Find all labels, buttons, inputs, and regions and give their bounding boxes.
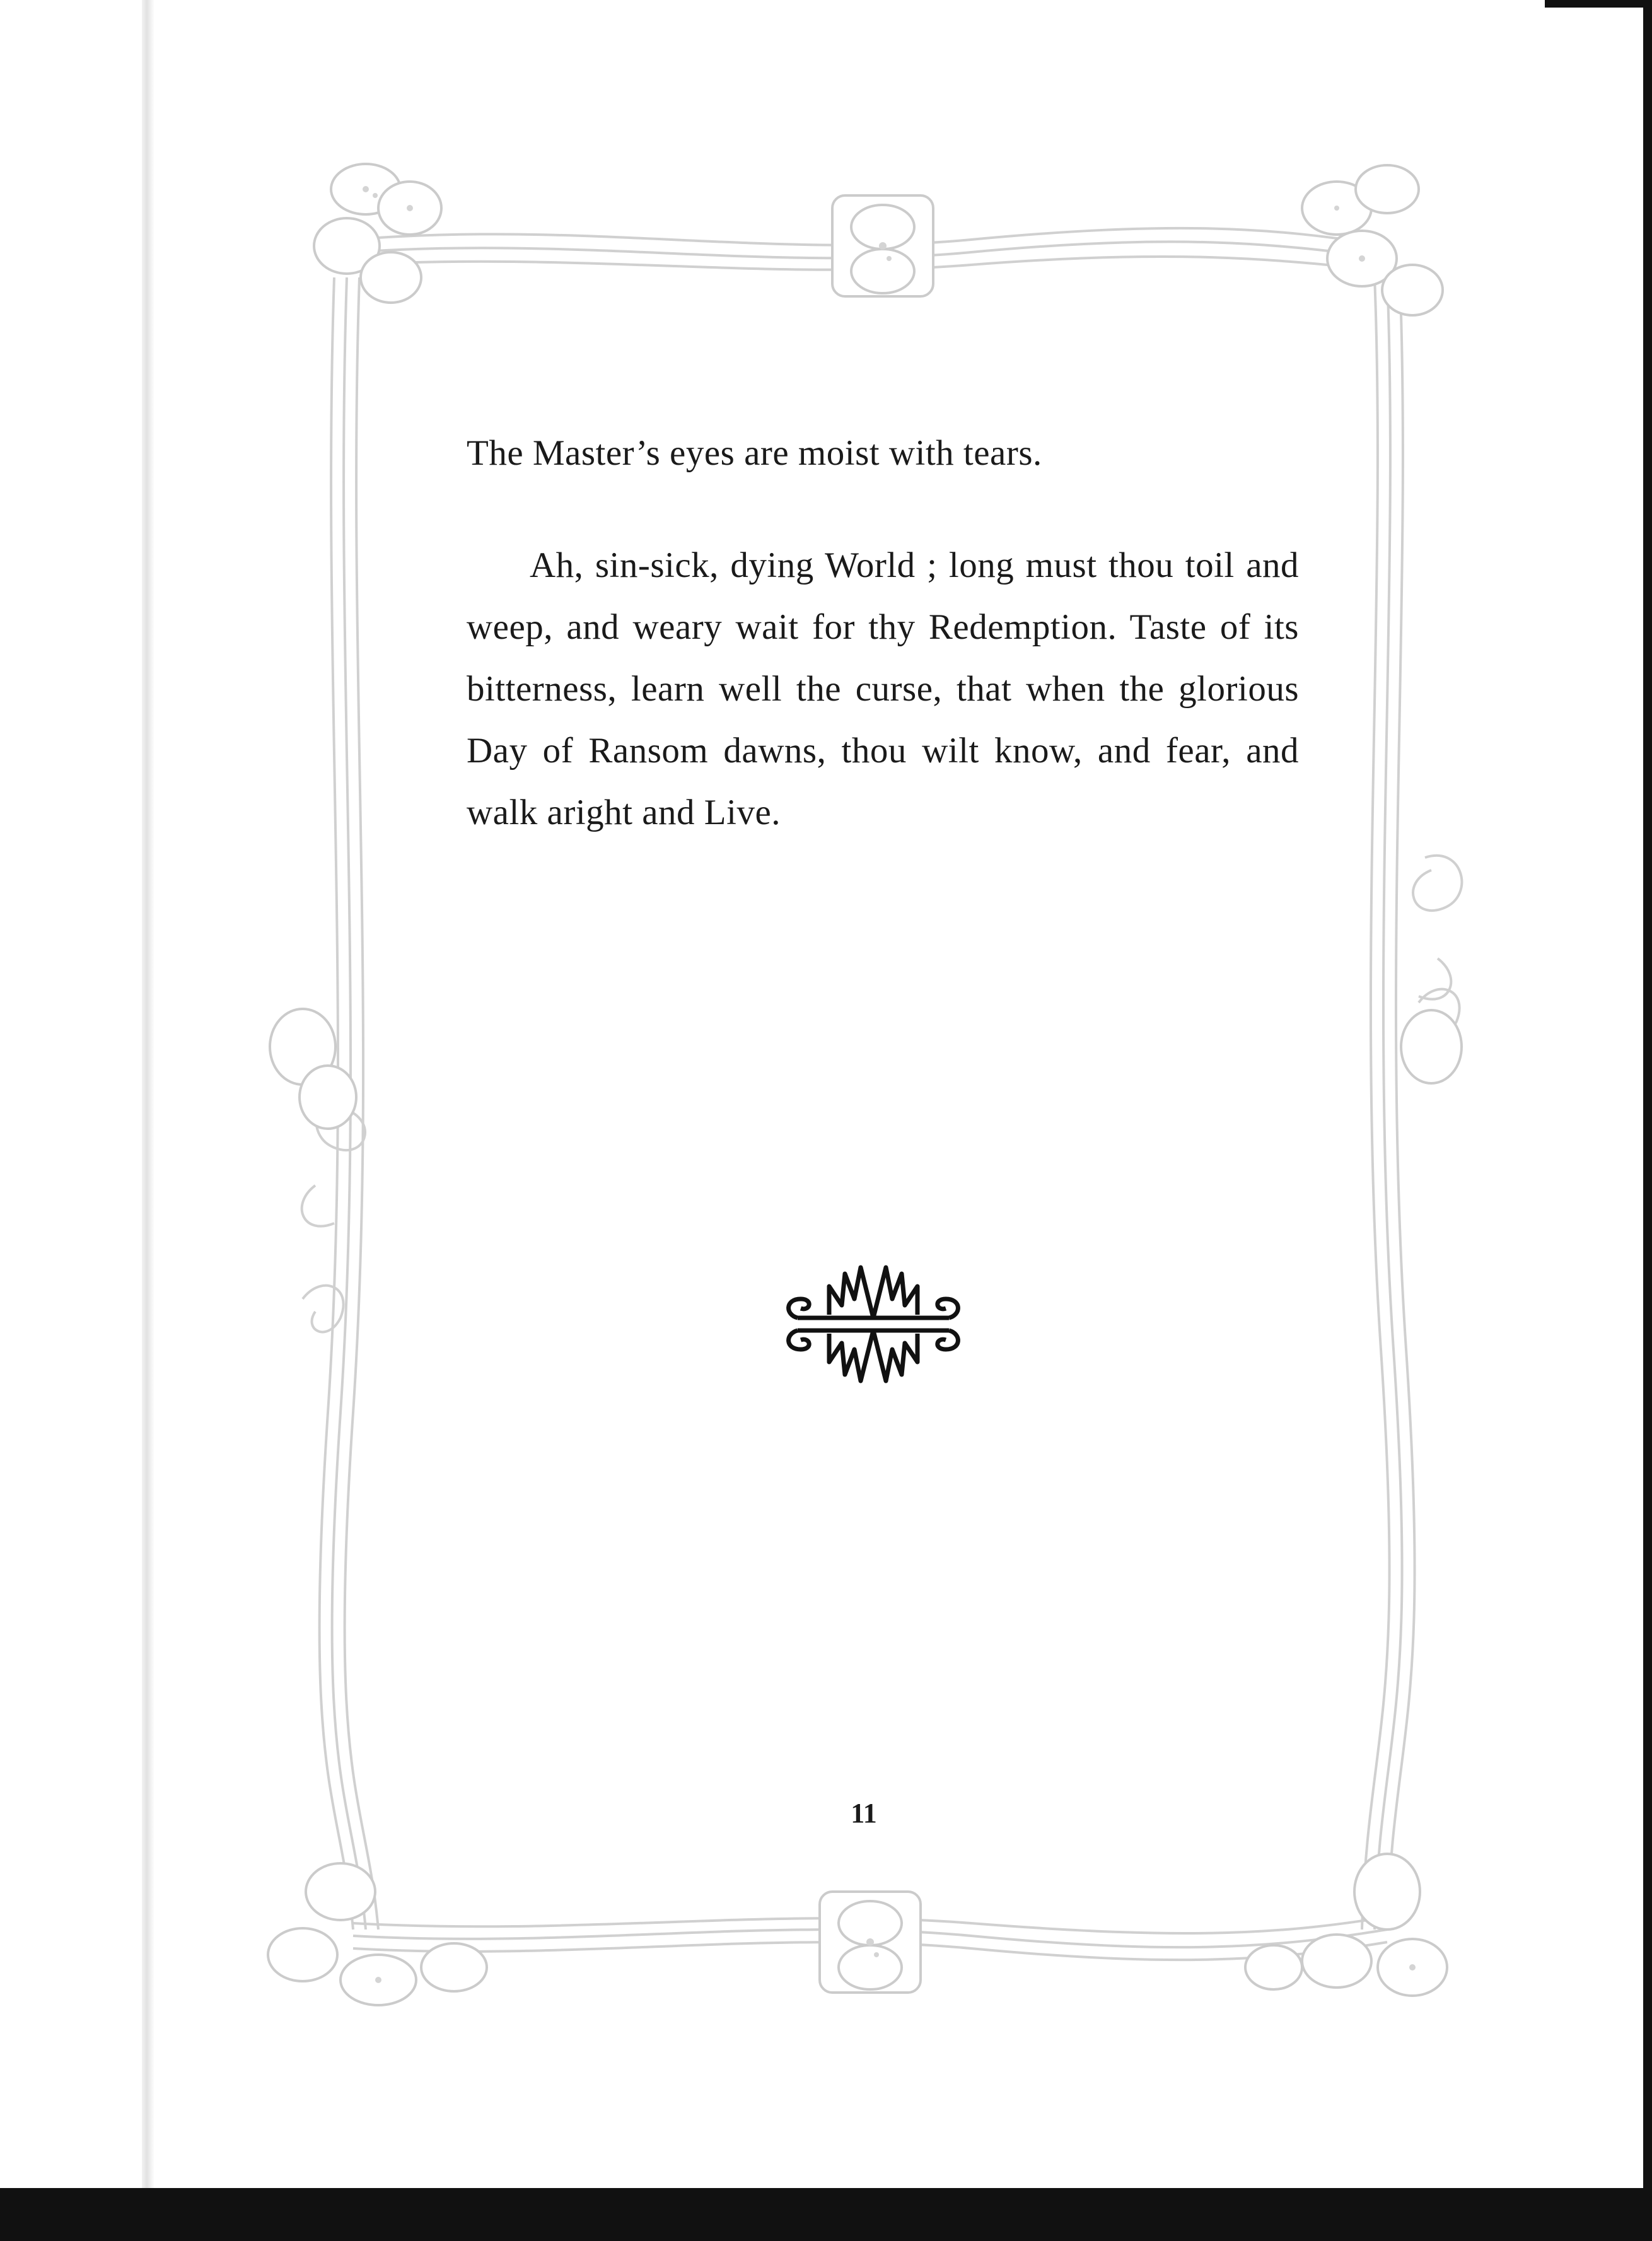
body-paragraph: Ah, sin-sick, dying World ; long must thou toil and weep, and weary wait for thy Redemption. Taste of its bitterness, learn well the curse, that when the glorious Day of Ransom dawns, thou wilt know, and fear, and walk aright and Live. xyxy=(467,545,1299,832)
page-corner-shadow xyxy=(1545,0,1652,8)
sunburst-ornament xyxy=(785,1255,962,1394)
page-number: 11 xyxy=(851,1798,877,1829)
page-edge-shadow xyxy=(1643,0,1652,2188)
opening-line: The Master’s eyes are moist with tears. xyxy=(467,433,1042,473)
scan-bottom-edge xyxy=(0,2188,1652,2241)
page-gutter xyxy=(142,0,154,2188)
page-text xyxy=(467,422,1299,844)
